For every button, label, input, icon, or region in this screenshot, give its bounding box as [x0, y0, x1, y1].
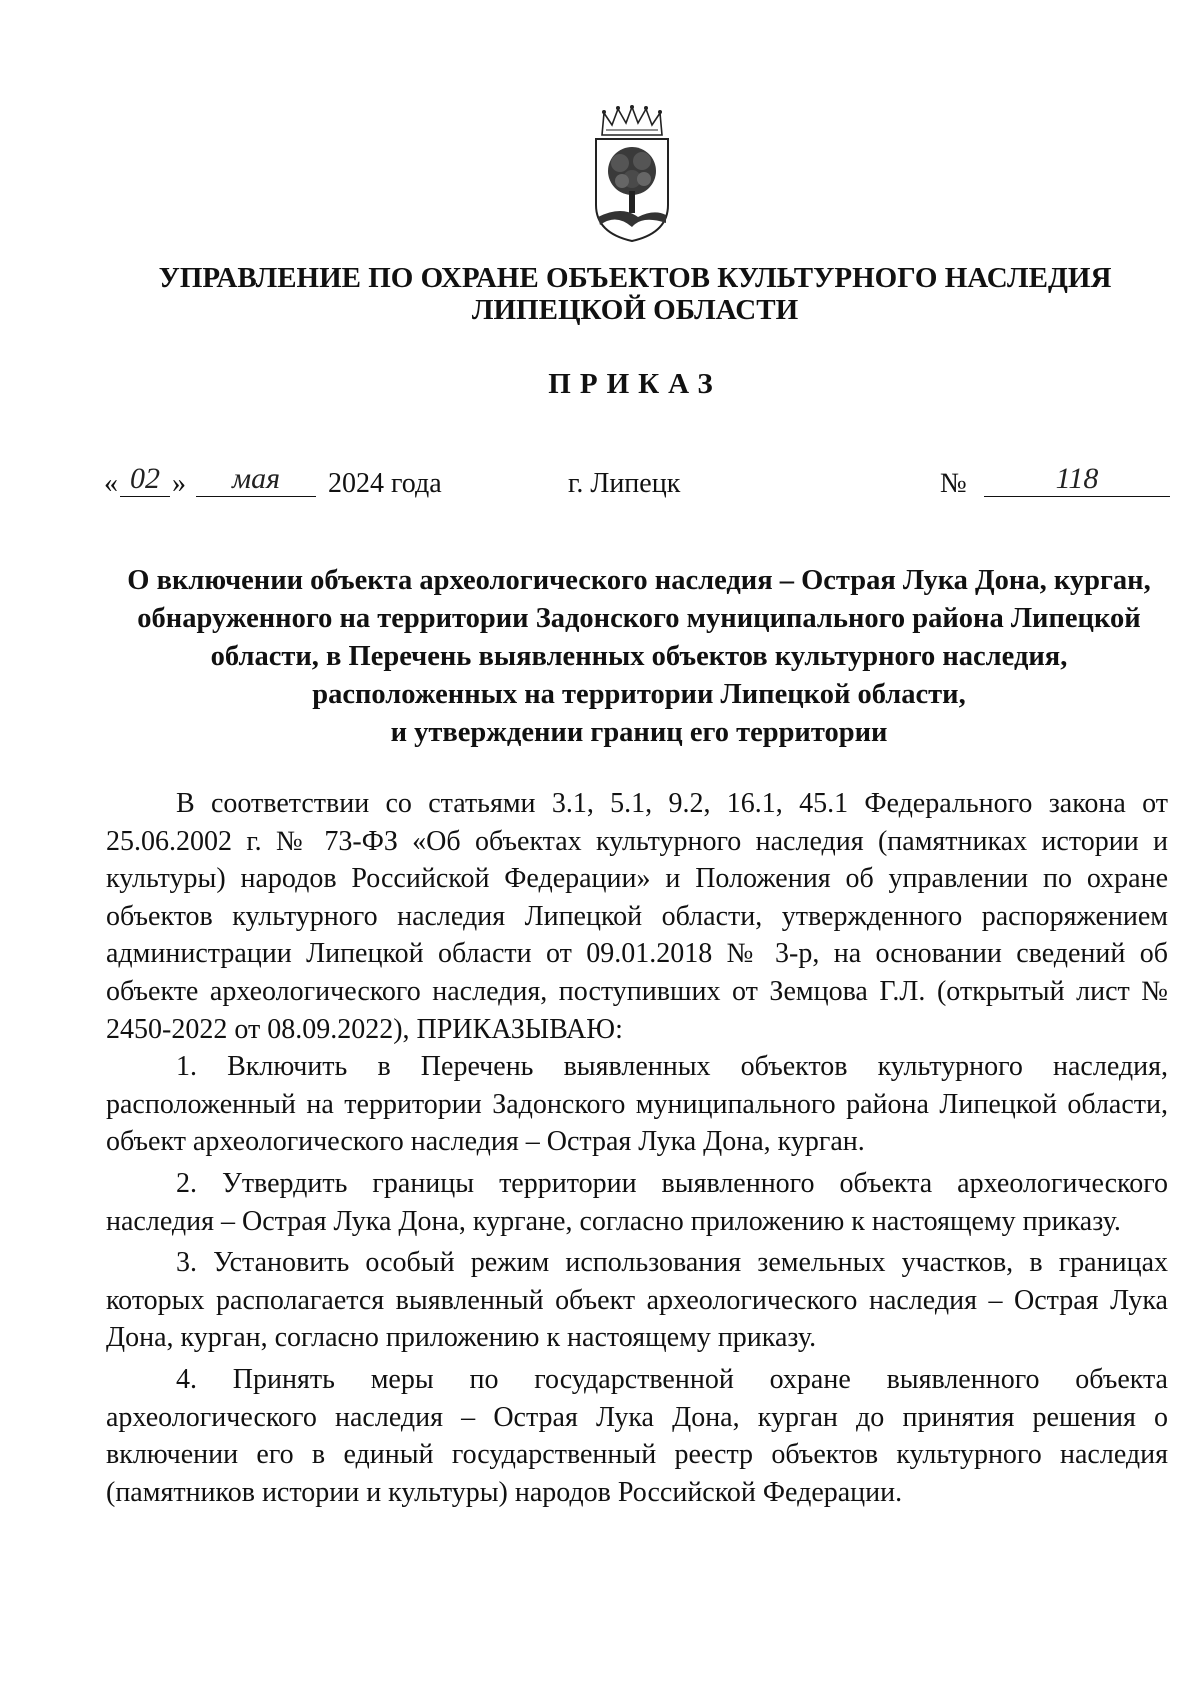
document-subject: [104, 562, 1174, 752]
item-4-paragraph: 4. Принять меры по государственной охране выявленного объекта археологического наследия – Острая Лука Дона, курган до принятия решения о включении его в единый государственный реестр объектов культурного наследия (памятников истории и культуры) народов Российской Федерации.: [106, 1363, 1168, 1508]
item-1-paragraph: 1. Включить в Перечень выявленных объектов культурного наследия, расположенный на территории Задонского муниципального района Липецкой области, объект археологического наследия – Острая Лука Дона, курган.: [106, 1051, 1168, 1158]
document-body: [106, 785, 1168, 1511]
handwritten-day: 02: [120, 462, 170, 497]
handwritten-number: 118: [984, 462, 1170, 497]
organization-line-1: УПРАВЛЕНИЕ ПО ОХРАНЕ ОБЪЕКТОВ КУЛЬТУРНОГО НАСЛЕДИЯ: [158, 262, 1112, 294]
year-text: 2024 года: [328, 468, 442, 499]
item-3-paragraph: 3. Установить особый режим использования земельных участков, в границах которых располагается выявленный объект археологического наследия – Острая Лука Дона, курган, согласно приложению к настоящему приказу.: [106, 1247, 1168, 1354]
subject-line-5: и утверждении границ его территории: [390, 717, 888, 748]
quote-close: »: [172, 468, 186, 499]
quote-open: «: [104, 468, 118, 499]
handwritten-month: мая: [196, 462, 316, 497]
city-text: г. Липецк: [568, 468, 681, 499]
organization-line-2: ЛИПЕЦКОЙ ОБЛАСТИ: [471, 294, 799, 326]
item-2-paragraph: 2. Утвердить границы территории выявленного объекта археологического наследия – Острая Лука Дона, кургане, согласно приложению к настоящему приказу.: [106, 1167, 1168, 1237]
subject-line-4: расположенных на территории Липецкой области,: [312, 679, 966, 710]
preamble-paragraph: В соответствии со статьями 3.1, 5.1, 9.2, 16.1, 45.1 Федерального закона от 25.06.2002 г. № 73-ФЗ «Об объектах культурного наследия (памятниках истории и культуры) народов Российской Федерации» и Положения об управлении по охране объектов культурного наследия Липецкой области, утвержденного распоряжением администрации Липецкой области от 09.01.2018 № 3-р, на основании сведений об объекте археологического наследия, поступивших от Земцова Г.Л. (открытый лист № 2450-2022 от 08.09.2022), ПРИКАЗЫВАЮ:: [106, 788, 1168, 1045]
organization-title: [100, 262, 1170, 326]
lipetsk-coat-of-arms-icon: [582, 105, 682, 245]
document-type: ПРИКАЗ: [548, 368, 722, 400]
date-line: [104, 462, 1174, 502]
number-label: №: [940, 468, 967, 499]
subject-line-1: О включении объекта археологического наследия – Острая Лука Дона, курган,: [127, 565, 1151, 596]
subject-line-3: области, в Перечень выявленных объектов культурного наследия,: [210, 641, 1068, 672]
subject-line-2: обнаруженного на территории Задонского муниципального района Липецкой: [137, 603, 1141, 634]
